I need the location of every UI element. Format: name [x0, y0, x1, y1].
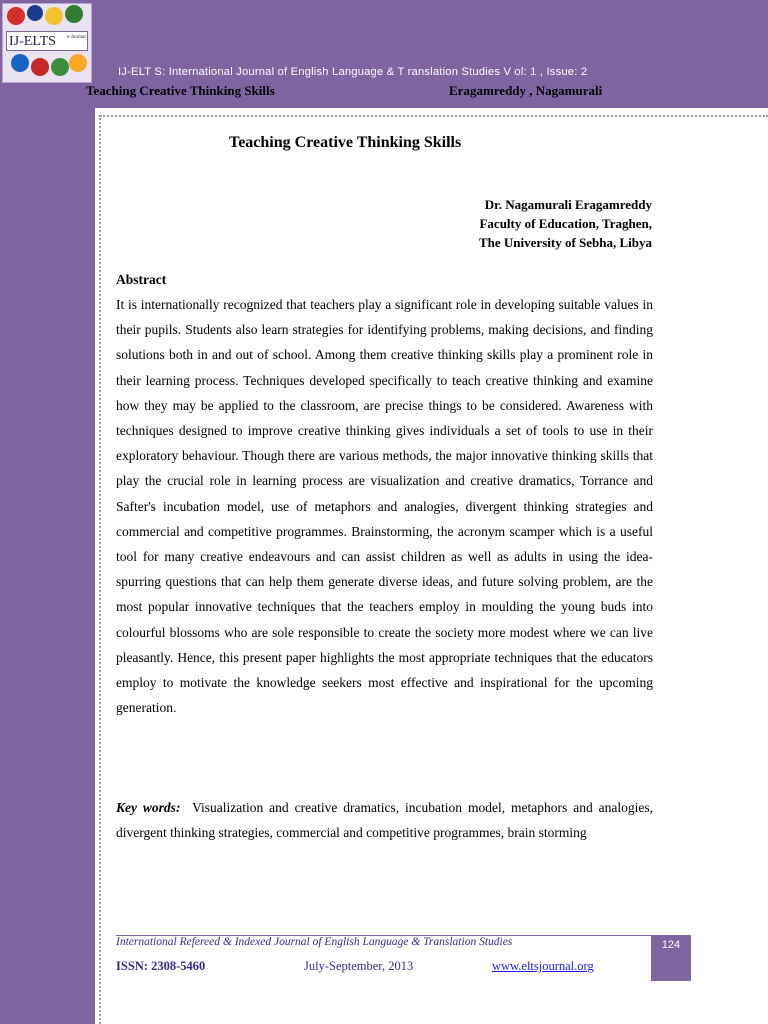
keywords-text: Visualization and creative dramatics, incubation model, metaphors and analogies, divergent thinking strategies, commercial and competitive programmes, brain storming	[116, 800, 653, 841]
running-authors: Eragamreddy , Nagamurali	[449, 83, 603, 98]
flag-icon-3	[45, 7, 63, 25]
author-name: Dr. Nagamurali Eragamreddy	[484, 197, 652, 212]
keywords-label: Key words:	[116, 800, 181, 815]
page-number: 124	[661, 939, 681, 951]
page-number-box	[651, 935, 691, 981]
paper-title: Teaching Creative Thinking Skills	[229, 134, 462, 151]
author-affiliation-2: The University of Sebha, Libya	[479, 235, 652, 250]
journal-logo	[2, 3, 92, 83]
footer-date: July-September, 2013	[304, 959, 414, 973]
flag-icon-6	[31, 58, 49, 76]
author-affiliation-1: Faculty of Education, Traghen,	[479, 216, 652, 231]
dotted-border-top	[100, 115, 768, 117]
journal-header-line: IJ-ELT S: International Journal of English Language & T ranslation Studies V ol: 1 , Issue: 2	[118, 66, 588, 78]
logo-subtext: e-Journal	[67, 35, 86, 40]
footer-journal-name: International Refereed & Indexed Journal of English Language & Translation Studies	[116, 936, 513, 948]
left-margin-band	[0, 108, 95, 1024]
logo-text: IJ-ELTS	[6, 31, 88, 51]
flag-icon-8	[69, 54, 87, 72]
flag-icon-4	[65, 5, 83, 23]
footer-website-link[interactable]: www.eltsjournal.org	[492, 959, 594, 973]
abstract-heading: Abstract	[116, 272, 167, 287]
keywords-paragraph	[116, 795, 653, 845]
author-block	[479, 195, 652, 252]
dotted-border-left	[99, 115, 101, 1024]
running-title: Teaching Creative Thinking Skills	[86, 83, 275, 98]
flag-icon-5	[11, 54, 29, 72]
flag-icon-2	[27, 5, 43, 21]
footer-issn: ISSN: 2308-5460	[116, 959, 206, 973]
abstract-text: It is internationally recognized that teachers play a significant role in developing suitable values in their pupils. Students also learn strategies for identifying problems, making decisions, and finding solutions both in and out of school. Among them creative thinking skills play a prominent role in their learning process. Techniques developed specifically to teach creative thinking and examine how they may be applied to the classroom, are precise things to be considered. Awareness with techniques designed to improve creative thinking gives individuals a set of tools to use in their exploratory behaviour. Though there are various methods, the major innovative thinking skills that play the crucial role in learning process are visualization and creative dramatics, Torrance and Safter's incubation model, use of metaphors and analogies, divergent thinking strategies and commercial and competitive programmes. Brainstorming, the acronym scamper which is a useful tool for many creative endeavours and can assist children as well as adults in using the idea-spurring questions that can help them generate diverse ideas, and future solving problem, are the most popular innovative techniques that the teachers employ in moulding the young buds into colourful blossoms who are sole responsible to create the society more modest where we can live pleasantly. Hence, this present paper highlights the most appropriate techniques that the educators employ to motivate the knowledge seekers most effective and inspirational for the upcoming generation.	[116, 297, 653, 716]
flag-icon-7	[51, 58, 69, 76]
flag-icon-1	[7, 7, 25, 25]
